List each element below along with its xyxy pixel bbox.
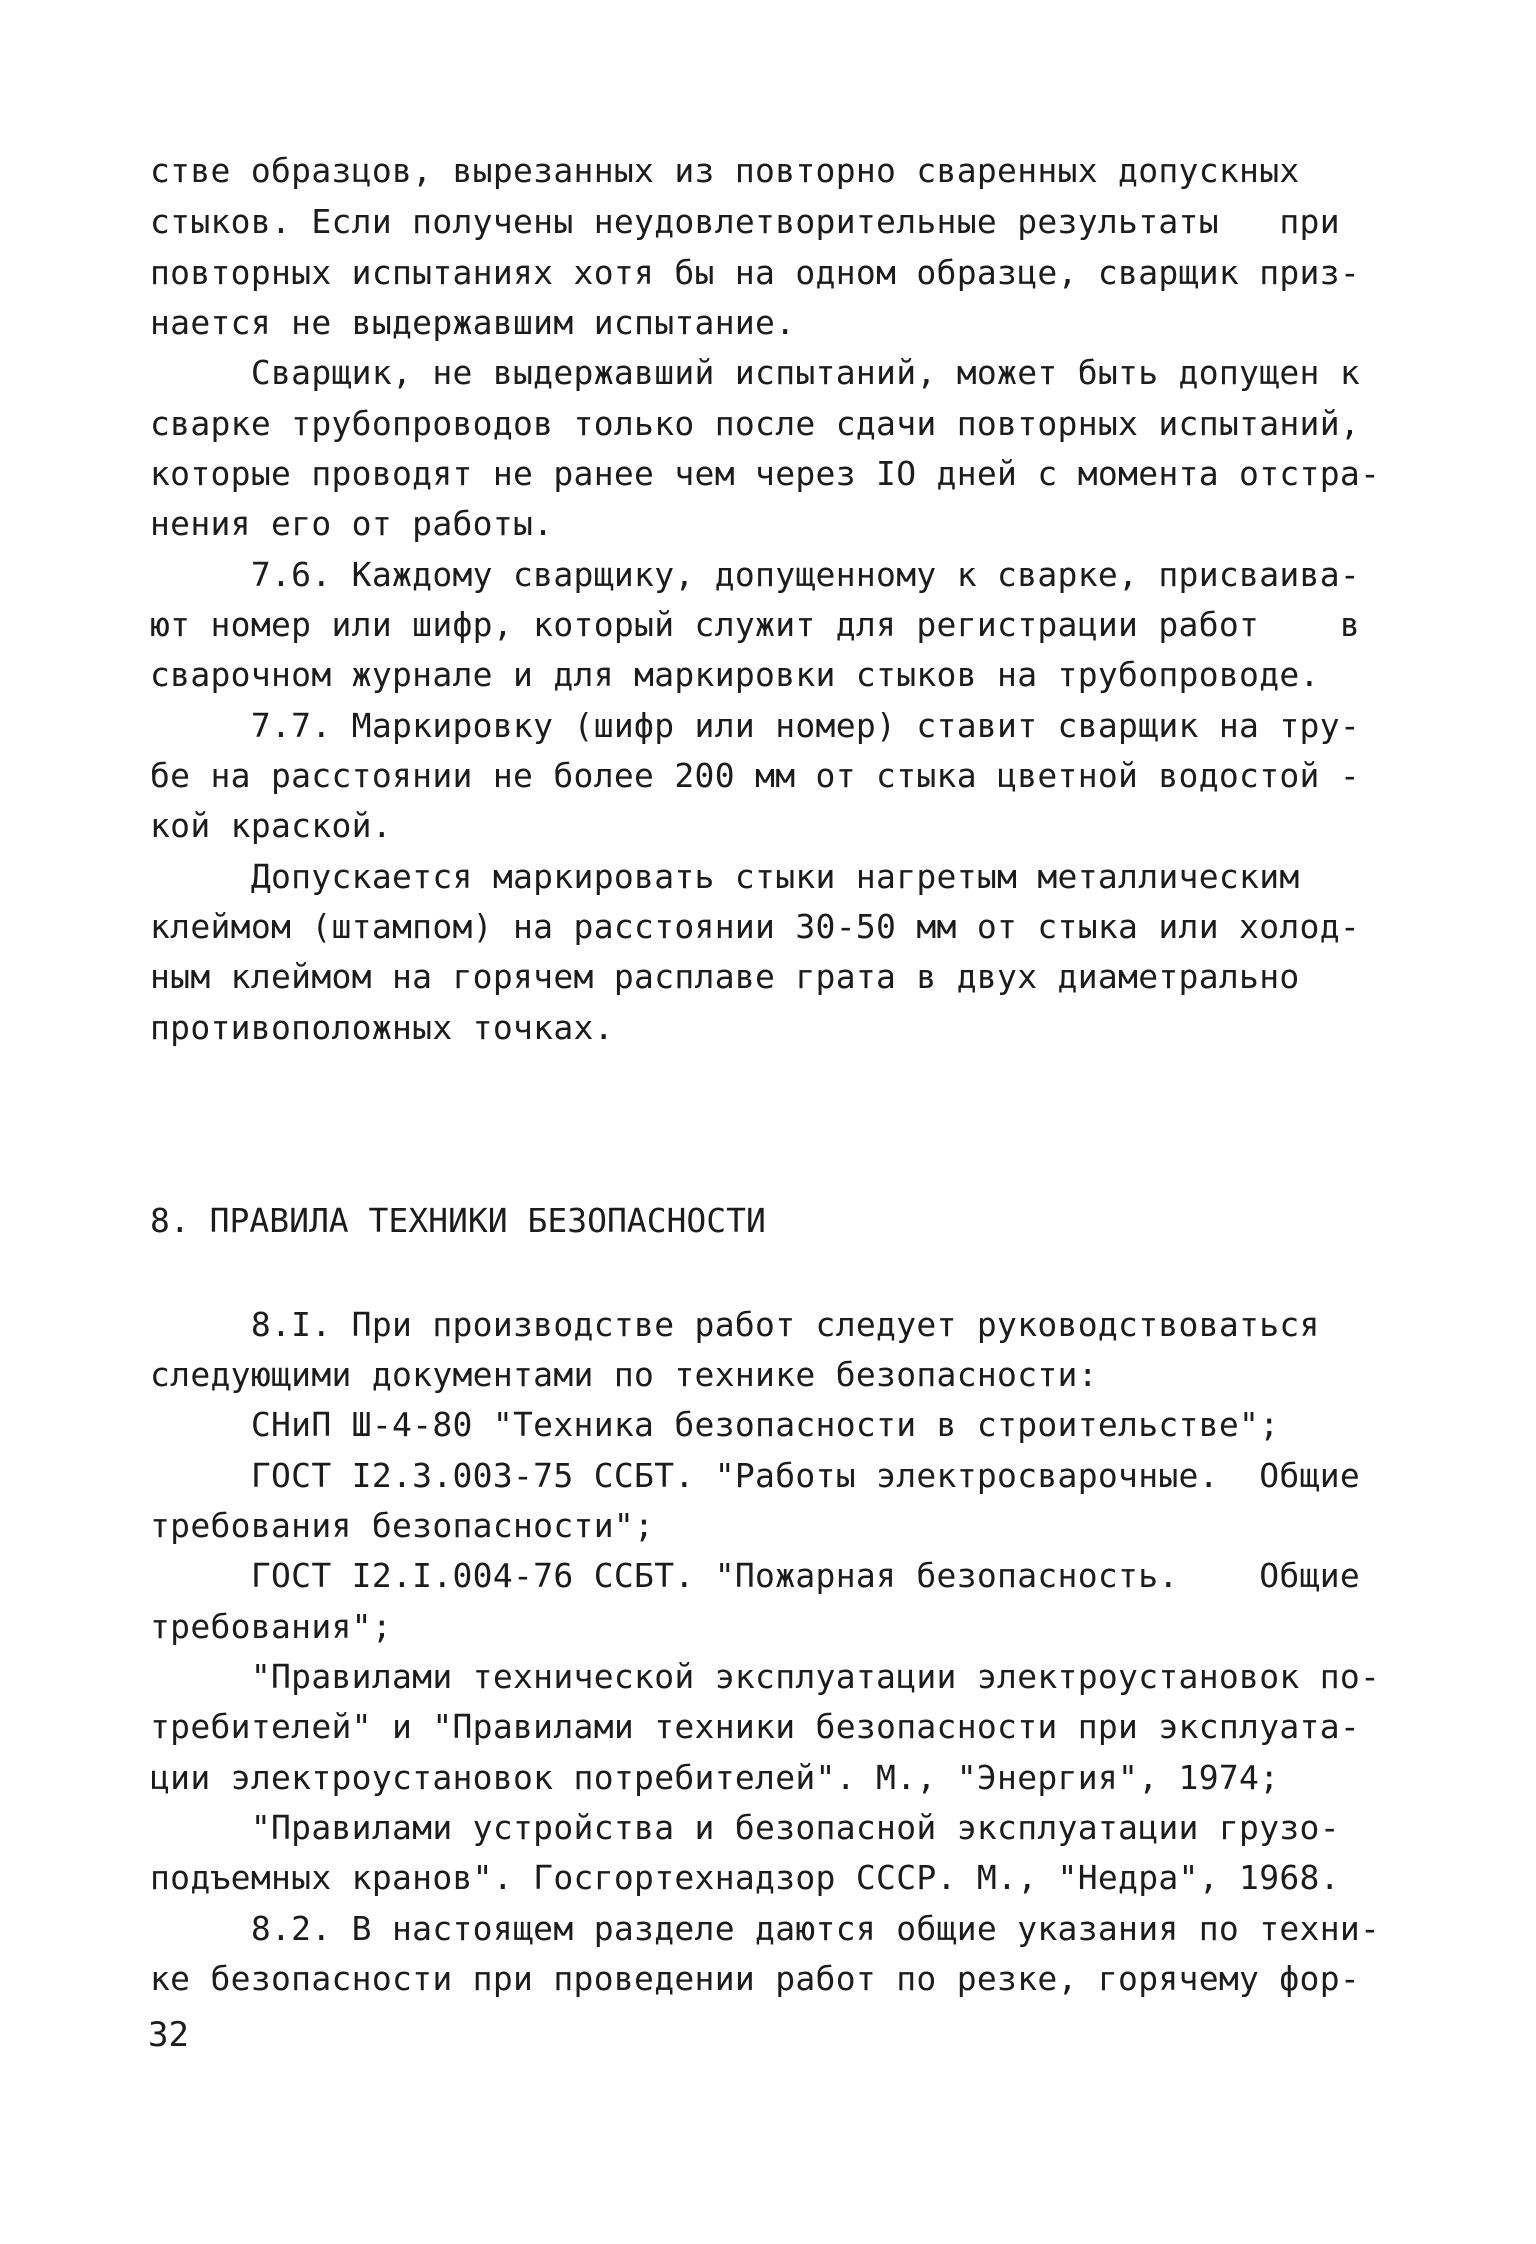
text-line: противоположных точках. xyxy=(150,1008,614,1047)
text-line: стве образцов, вырезанных из повторно сваренных допускных xyxy=(150,151,1300,190)
text-line: 8.I. При производстве работ следует руководствоваться xyxy=(150,1305,1320,1344)
text-line: подъемных кранов". Госгортехнадзор СССР. М., "Недра", 1968. xyxy=(150,1858,1340,1897)
text-line: кой краской. xyxy=(150,806,393,845)
text-line: Сварщик, не выдержавший испытаний, может быть допущен к xyxy=(150,353,1361,392)
text-line: повторных испытаниях хотя бы на одном образце, сварщик приз- xyxy=(150,253,1361,292)
text-line: бе на расстоянии не более 200 мм от стыка цветной водостой - xyxy=(150,756,1361,795)
text-line: 8.2. В настоящем разделе даются общие указания по техни- xyxy=(150,1909,1381,1948)
text-line: нения его от работы. xyxy=(150,504,554,543)
text-line: ГОСТ I2.3.003-75 ССБТ. "Работы электросварочные. Общие xyxy=(150,1456,1361,1495)
text-line: требования безопасности"; xyxy=(150,1506,655,1545)
text-line: СНиП Ш-4-80 "Техника безопасности в строительстве"; xyxy=(150,1405,1280,1444)
text-line: следующими документами по технике безопасности: xyxy=(150,1355,1098,1394)
text-line: нается не выдержавшим испытание. xyxy=(150,303,796,342)
page-number: 32 xyxy=(148,2015,189,2055)
text-line: 7.6. Каждому сварщику, допущенному к сварке, присваива- xyxy=(150,555,1361,594)
text-line: которые проводят не ранее чем через IO дней с момента отстра- xyxy=(150,454,1381,493)
text-line: требования"; xyxy=(150,1607,393,1646)
text-line: "Правилами технической эксплуатации электроустановок по- xyxy=(150,1657,1381,1696)
text-line: ным клеймом на горячем расплаве грата в двух диаметрально xyxy=(150,957,1300,996)
section-heading: 8. ПРАВИЛА ТЕХНИКИ БЕЗОПАСНОСТИ xyxy=(150,1201,766,1240)
text-line: стыков. Если получены неудовлетворительные результаты при xyxy=(150,202,1340,241)
text-line: сварочном журнале и для маркировки стыков на трубопроводе. xyxy=(150,655,1320,694)
text-line: требителей" и "Правилами техники безопасности при эксплуата- xyxy=(150,1707,1361,1746)
text-line: сварке трубопроводов только после сдачи повторных испытаний, xyxy=(150,404,1361,443)
text-line: ции электроустановок потребителей". М., "Энергия", 1974; xyxy=(150,1758,1280,1797)
text-line: 7.7. Маркировку (шифр или номер) ставит сварщик на тру- xyxy=(150,706,1361,745)
text-line: Допускается маркировать стыки нагретым металлическим xyxy=(150,857,1300,896)
text-line: ке безопасности при проведении работ по резке, горячему фор- xyxy=(150,1959,1361,1998)
text-line: клеймом (штампом) на расстоянии 30-50 мм от стыка или холод- xyxy=(150,907,1361,946)
text-line: "Правилами устройства и безопасной эксплуатации грузо- xyxy=(150,1808,1340,1847)
text-line: ют номер или шифр, который служит для регистрации работ в xyxy=(150,605,1361,644)
text-line: ГОСТ I2.I.004-76 ССБТ. "Пожарная безопасность. Общие xyxy=(150,1556,1361,1595)
